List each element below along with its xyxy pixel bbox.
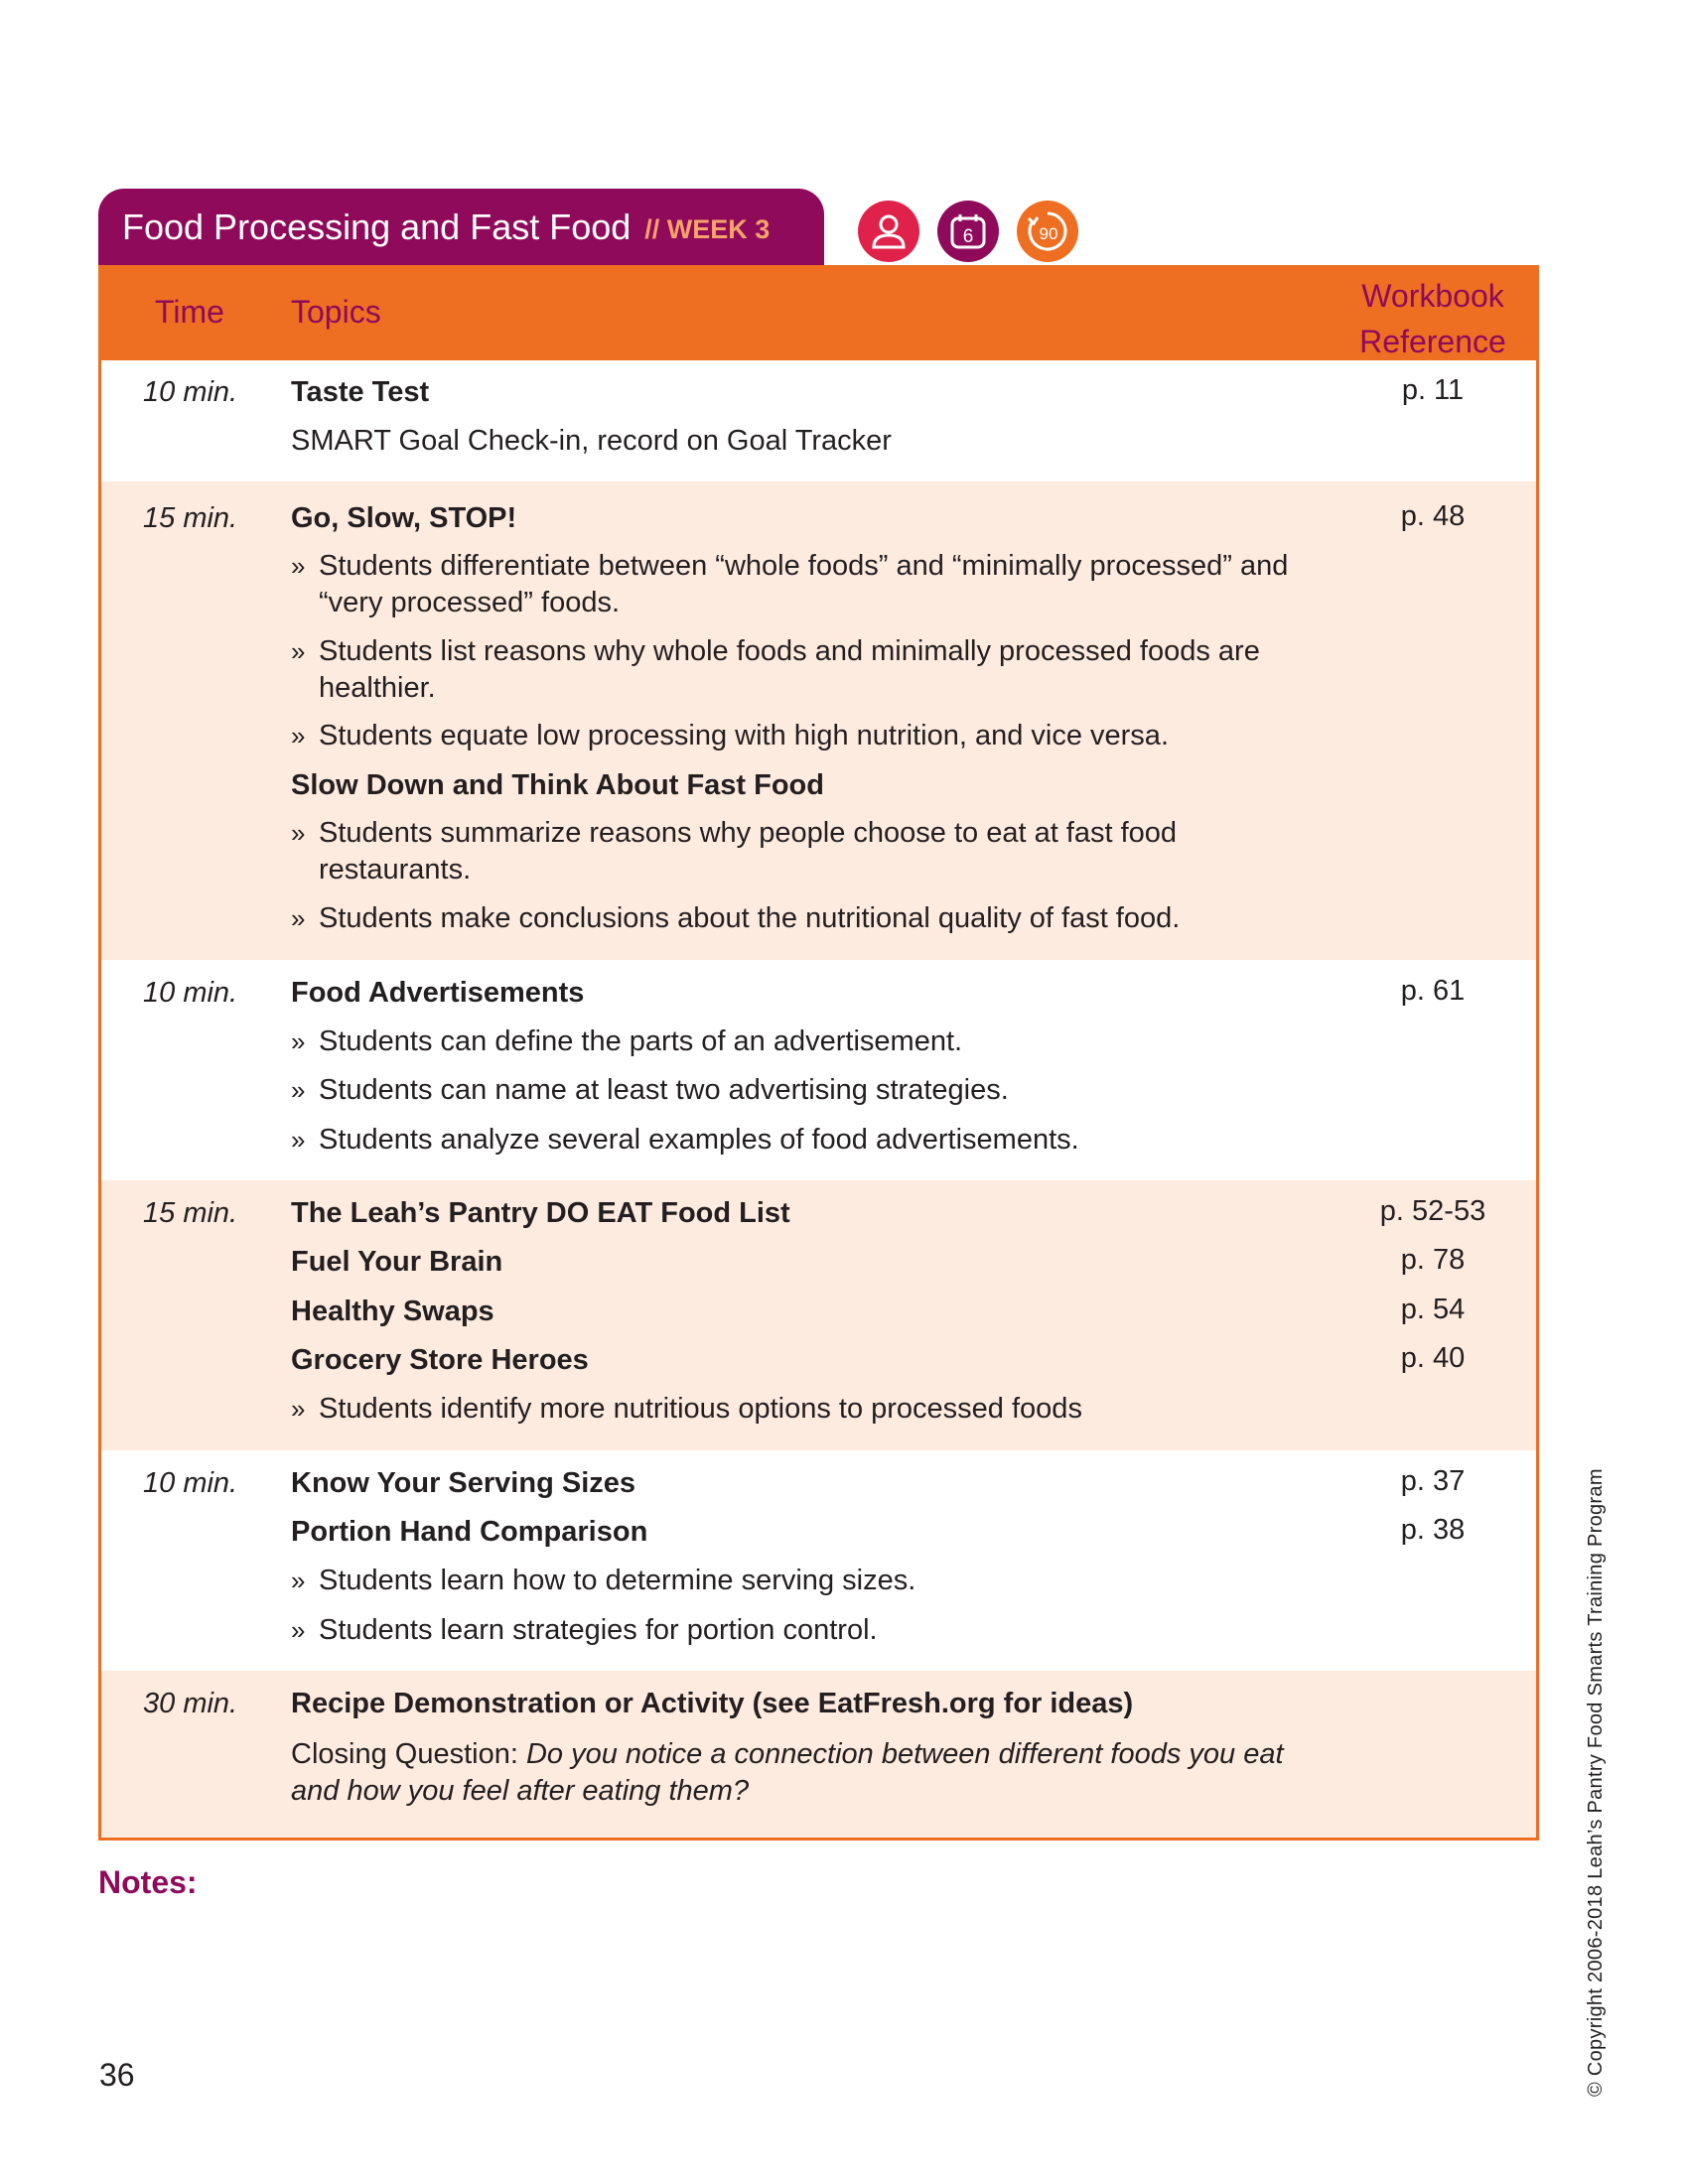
topic-heading: Slow Down and Think About Fast Food — [291, 769, 824, 801]
list-item: » Students differentiate between “whole foods” and “minimally processed” and “very processed” foods. — [291, 550, 1289, 618]
list-item: » Students can define the parts of an advertisement. — [291, 1025, 963, 1057]
row-time: 15 min. — [143, 502, 238, 534]
column-time: Time — [155, 294, 224, 330]
section-title-tab — [98, 189, 824, 265]
list-item: » Students equate low processing with high nutrition, and vice versa. — [291, 720, 1169, 751]
workbook-reference: p. 48 — [1400, 500, 1466, 532]
column-workbook-reference: Workbook Reference — [1359, 278, 1506, 359]
topic-heading: Grocery Store Heroes — [291, 1344, 589, 1376]
topic-heading: Healthy Swaps — [291, 1296, 494, 1327]
lesson-table — [98, 265, 1539, 1841]
row-time: 10 min. — [143, 1467, 238, 1499]
row-time: 10 min. — [143, 977, 238, 1009]
workbook-reference: p. 61 — [1400, 975, 1466, 1007]
topic-heading: Food Advertisements — [291, 977, 585, 1009]
list-item: » Students analyze several examples of food advertisements. — [291, 1124, 1079, 1156]
topic-heading: Know Your Serving Sizes — [291, 1467, 636, 1499]
list-item: » Students can name at least two advertising strategies. — [291, 1074, 1009, 1106]
workbook-reference: p. 52-53 — [1379, 1195, 1486, 1227]
workbook-reference: p. 54 — [1400, 1294, 1466, 1325]
workbook-reference: p. 37 — [1400, 1465, 1466, 1497]
topic-heading: Fuel Your Brain — [291, 1246, 503, 1278]
table-row — [101, 1450, 1536, 1671]
person-icon — [858, 201, 919, 262]
topic-heading: The Leah’s Pantry DO EAT Food List — [291, 1197, 790, 1229]
timer-90-icon — [1017, 201, 1078, 262]
table-row — [101, 481, 1536, 960]
calendar-icon — [937, 201, 999, 262]
table-header — [101, 265, 1536, 360]
topic-heading: Recipe Demonstration or Activity (see EatFresh.org for ideas) — [291, 1688, 1134, 1719]
table-row — [101, 1671, 1536, 1838]
closing-question: Closing Question: Do you notice a connection between different foods you eat and how you feel after eating them? — [291, 1738, 1284, 1807]
topic-heading: Go, Slow, STOP! — [291, 502, 517, 534]
topic-text: SMART Goal Check-in, record on Goal Tracker — [291, 425, 892, 457]
row-time: 30 min. — [143, 1688, 238, 1719]
page-number: 36 — [99, 2057, 135, 2093]
column-topics: Topics — [291, 294, 381, 330]
notes-label: Notes: — [98, 1864, 198, 1900]
session-icons — [858, 201, 1078, 262]
table-row — [101, 960, 1536, 1180]
copyright-notice: © Copyright 2006-2018 Leah’s Pantry Food Smarts Training Program — [1585, 1468, 1607, 2097]
page-title: Food Processing and Fast Food — [122, 205, 632, 247]
row-time: 15 min. — [143, 1197, 238, 1229]
workbook-reference: p. 11 — [1401, 374, 1465, 406]
workbook-reference: p. 38 — [1400, 1514, 1466, 1546]
workbook-reference: p. 78 — [1400, 1244, 1466, 1276]
topic-heading: Taste Test — [291, 376, 430, 408]
row-time: 10 min. — [143, 376, 238, 408]
timer-number: 90 — [1039, 224, 1058, 243]
list-item: » Students learn how to determine serving sizes. — [291, 1565, 916, 1596]
list-item: » Students list reasons why whole foods and minimally processed foods are healthier. — [291, 635, 1260, 704]
list-item: » Students make conclusions about the nutritional quality of fast food. — [291, 902, 1181, 934]
table-row — [101, 360, 1536, 481]
list-item: » Students learn strategies for portion control. — [291, 1614, 878, 1646]
table-row — [101, 1180, 1536, 1450]
calendar-number: 6 — [962, 226, 974, 247]
workbook-reference: p. 40 — [1400, 1342, 1466, 1374]
list-item: » Students identify more nutritious options to processed foods — [291, 1393, 1082, 1425]
topic-heading: Portion Hand Comparison — [291, 1516, 648, 1548]
week-label: // WEEK 3 — [644, 214, 771, 244]
list-item: » Students summarize reasons why people choose to eat at fast food restaurants. — [291, 817, 1178, 886]
